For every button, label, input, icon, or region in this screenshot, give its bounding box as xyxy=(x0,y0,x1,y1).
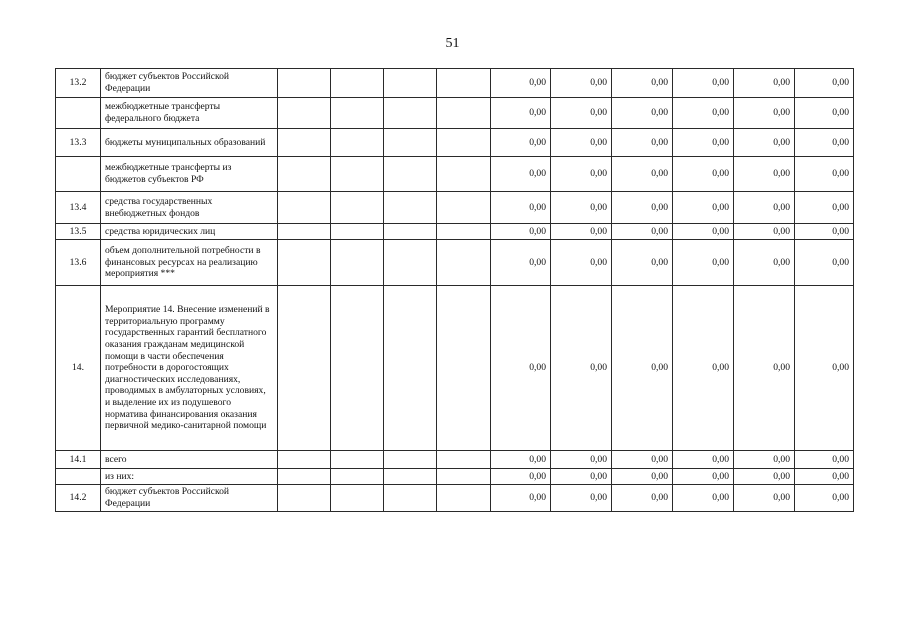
empty-cell xyxy=(331,157,384,192)
empty-cell xyxy=(384,69,437,98)
value-cell: 0,00 xyxy=(734,69,795,98)
empty-cell xyxy=(437,485,491,512)
row-number xyxy=(56,98,101,129)
value-cell: 0,00 xyxy=(551,69,612,98)
empty-cell xyxy=(278,240,331,286)
value-cell: 0,00 xyxy=(795,451,854,469)
table-row xyxy=(56,224,854,240)
value-cell: 0,00 xyxy=(612,157,673,192)
empty-cell xyxy=(437,240,491,286)
row-number: 14.1 xyxy=(56,451,101,469)
value-cell: 0,00 xyxy=(491,485,551,512)
empty-cell xyxy=(278,98,331,129)
value-cell: 0,00 xyxy=(491,240,551,286)
value-cell: 0,00 xyxy=(612,485,673,512)
table-row xyxy=(56,192,854,224)
value-cell: 0,00 xyxy=(551,129,612,157)
value-cell: 0,00 xyxy=(734,286,795,451)
value-cell: 0,00 xyxy=(491,129,551,157)
empty-cell xyxy=(384,451,437,469)
empty-cell xyxy=(278,69,331,98)
empty-cell xyxy=(278,129,331,157)
row-label: средства государственных внебюджетных фондов xyxy=(101,192,278,224)
row-number: 13.5 xyxy=(56,224,101,240)
value-cell: 0,00 xyxy=(491,451,551,469)
value-cell: 0,00 xyxy=(612,286,673,451)
value-cell: 0,00 xyxy=(551,157,612,192)
value-cell: 0,00 xyxy=(673,157,734,192)
value-cell: 0,00 xyxy=(612,129,673,157)
row-label: средства юридических лиц xyxy=(101,224,278,240)
value-cell: 0,00 xyxy=(795,129,854,157)
value-cell: 0,00 xyxy=(612,69,673,98)
value-cell: 0,00 xyxy=(734,485,795,512)
row-number xyxy=(56,157,101,192)
empty-cell xyxy=(384,157,437,192)
value-cell: 0,00 xyxy=(491,98,551,129)
value-cell: 0,00 xyxy=(612,224,673,240)
value-cell: 0,00 xyxy=(491,157,551,192)
empty-cell xyxy=(437,286,491,451)
table-row xyxy=(56,69,854,98)
value-cell: 0,00 xyxy=(551,98,612,129)
empty-cell xyxy=(278,192,331,224)
empty-cell xyxy=(384,240,437,286)
row-label: бюджеты муниципальных образований xyxy=(101,129,278,157)
row-label: бюджет субъектов Российской Федерации xyxy=(101,69,278,98)
empty-cell xyxy=(437,98,491,129)
value-cell: 0,00 xyxy=(795,192,854,224)
value-cell: 0,00 xyxy=(734,157,795,192)
row-label: межбюджетные трансферты из бюджетов субъектов РФ xyxy=(101,157,278,192)
table-row xyxy=(56,451,854,469)
row-label: межбюджетные трансферты федерального бюджета xyxy=(101,98,278,129)
table-row xyxy=(56,129,854,157)
row-label: Мероприятие 14. Внесение изменений в территориальную программу государственных гарантий бесплатного оказания гражданам медицинской помощи в части обеспечения потребности в дорогостоящих диагностических исследованиях, проводимых в амбулаторных условиях, и выделение их из подушевого норматива финансирования оказания первичной медико-санитарной помощи xyxy=(101,286,278,451)
empty-cell xyxy=(437,224,491,240)
value-cell: 0,00 xyxy=(673,224,734,240)
value-cell: 0,00 xyxy=(673,69,734,98)
value-cell: 0,00 xyxy=(734,129,795,157)
empty-cell xyxy=(384,192,437,224)
value-cell: 0,00 xyxy=(795,157,854,192)
value-cell: 0,00 xyxy=(551,240,612,286)
row-number: 13.4 xyxy=(56,192,101,224)
row-label: объем дополнительной потребности в финансовых ресурсах на реализацию мероприятия *** xyxy=(101,240,278,286)
empty-cell xyxy=(331,451,384,469)
empty-cell xyxy=(437,451,491,469)
empty-cell xyxy=(278,451,331,469)
value-cell: 0,00 xyxy=(673,240,734,286)
value-cell: 0,00 xyxy=(551,192,612,224)
empty-cell xyxy=(437,69,491,98)
value-cell: 0,00 xyxy=(491,224,551,240)
row-number: 13.6 xyxy=(56,240,101,286)
table-row xyxy=(56,157,854,192)
empty-cell xyxy=(278,286,331,451)
table-row xyxy=(56,485,854,512)
empty-cell xyxy=(384,98,437,129)
empty-cell xyxy=(331,129,384,157)
value-cell: 0,00 xyxy=(795,98,854,129)
value-cell: 0,00 xyxy=(551,224,612,240)
value-cell: 0,00 xyxy=(795,485,854,512)
value-cell: 0,00 xyxy=(673,286,734,451)
empty-cell xyxy=(331,224,384,240)
page-number: 51 xyxy=(445,36,460,51)
value-cell: 0,00 xyxy=(734,240,795,286)
value-cell: 0,00 xyxy=(795,224,854,240)
empty-cell xyxy=(384,469,437,485)
value-cell: 0,00 xyxy=(795,469,854,485)
empty-cell xyxy=(331,240,384,286)
value-cell: 0,00 xyxy=(612,240,673,286)
empty-cell xyxy=(331,192,384,224)
empty-cell xyxy=(331,485,384,512)
value-cell: 0,00 xyxy=(612,192,673,224)
value-cell: 0,00 xyxy=(491,286,551,451)
value-cell: 0,00 xyxy=(673,98,734,129)
budget-table xyxy=(55,68,854,512)
empty-cell xyxy=(437,192,491,224)
row-label: всего xyxy=(101,451,278,469)
empty-cell xyxy=(437,129,491,157)
table-row xyxy=(56,286,854,451)
empty-cell xyxy=(437,157,491,192)
empty-cell xyxy=(384,485,437,512)
empty-cell xyxy=(331,469,384,485)
value-cell: 0,00 xyxy=(673,451,734,469)
table-row xyxy=(56,469,854,485)
empty-cell xyxy=(278,224,331,240)
empty-cell xyxy=(437,469,491,485)
value-cell: 0,00 xyxy=(734,224,795,240)
empty-cell xyxy=(331,98,384,129)
empty-cell xyxy=(384,129,437,157)
value-cell: 0,00 xyxy=(551,469,612,485)
empty-cell xyxy=(278,469,331,485)
empty-cell xyxy=(331,69,384,98)
value-cell: 0,00 xyxy=(795,69,854,98)
value-cell: 0,00 xyxy=(612,451,673,469)
value-cell: 0,00 xyxy=(673,485,734,512)
empty-cell xyxy=(384,224,437,240)
value-cell: 0,00 xyxy=(551,451,612,469)
table-row xyxy=(56,98,854,129)
value-cell: 0,00 xyxy=(673,192,734,224)
value-cell: 0,00 xyxy=(795,240,854,286)
value-cell: 0,00 xyxy=(612,98,673,129)
value-cell: 0,00 xyxy=(673,129,734,157)
value-cell: 0,00 xyxy=(734,451,795,469)
table-row xyxy=(56,240,854,286)
row-number xyxy=(56,469,101,485)
value-cell: 0,00 xyxy=(734,469,795,485)
value-cell: 0,00 xyxy=(612,469,673,485)
value-cell: 0,00 xyxy=(673,469,734,485)
row-number: 14.2 xyxy=(56,485,101,512)
value-cell: 0,00 xyxy=(551,286,612,451)
value-cell: 0,00 xyxy=(491,192,551,224)
row-number: 13.2 xyxy=(56,69,101,98)
value-cell: 0,00 xyxy=(734,192,795,224)
row-label: из них: xyxy=(101,469,278,485)
row-label: бюджет субъектов Российской Федерации xyxy=(101,485,278,512)
value-cell: 0,00 xyxy=(734,98,795,129)
row-number: 14. xyxy=(56,286,101,451)
empty-cell xyxy=(384,286,437,451)
value-cell: 0,00 xyxy=(491,69,551,98)
value-cell: 0,00 xyxy=(795,286,854,451)
row-number: 13.3 xyxy=(56,129,101,157)
value-cell: 0,00 xyxy=(551,485,612,512)
value-cell: 0,00 xyxy=(491,469,551,485)
empty-cell xyxy=(278,485,331,512)
empty-cell xyxy=(278,157,331,192)
empty-cell xyxy=(331,286,384,451)
table-body xyxy=(56,69,854,512)
